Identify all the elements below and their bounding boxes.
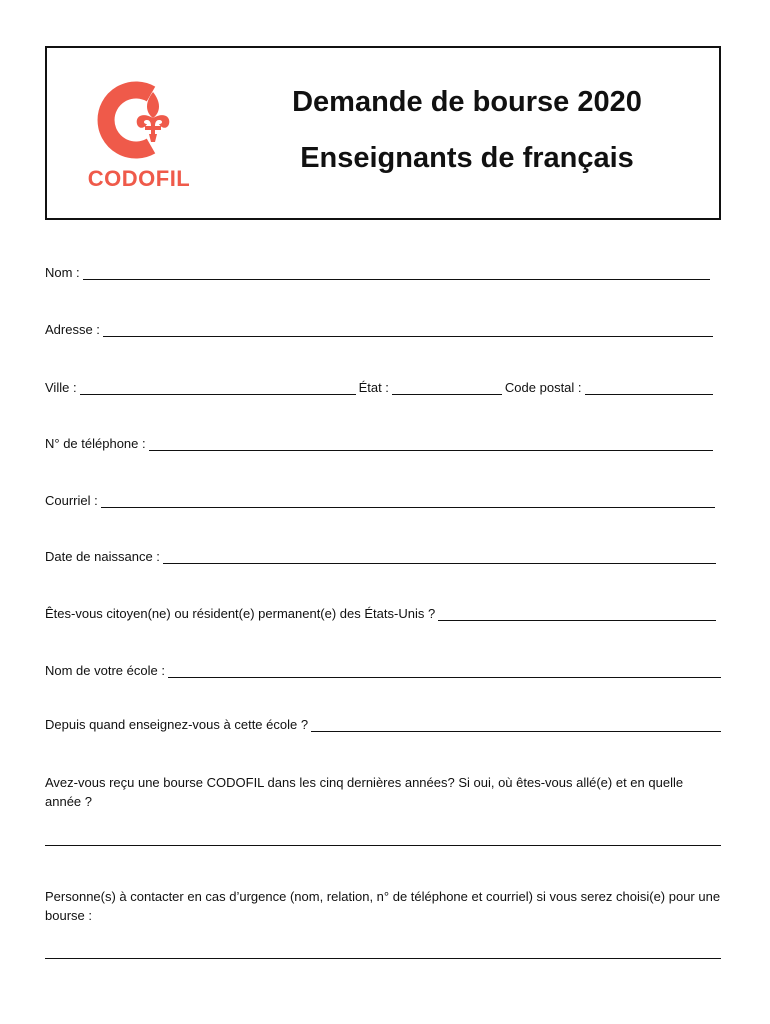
ville-label: Ville : — [45, 380, 77, 395]
title-line-2: Enseignants de français — [300, 142, 634, 174]
etat-label: État : — [358, 380, 389, 395]
field-courriel — [45, 493, 715, 508]
fleur-de-lis-c-icon — [93, 78, 185, 162]
ecole-label: Nom de votre école : — [45, 663, 165, 678]
code-postal-line[interactable] — [585, 382, 713, 395]
header-box — [45, 46, 721, 220]
urgence-question: Personne(s) à contacter en cas d’urgence (nom, relation, n° de téléphone et courriel) si vous serez choisi(e) pour une bourse : — [45, 889, 721, 923]
bourse-question: Avez-vous reçu une bourse CODOFIL dans les cinq dernières années? Si oui, où êtes-vous allé(e) et en quelle année ? — [45, 775, 684, 809]
nom-label: Nom : — [45, 265, 80, 280]
field-nom — [45, 265, 710, 280]
urgence-answer-line[interactable] — [45, 958, 721, 959]
nom-line[interactable] — [83, 267, 710, 280]
title-line-1: Demande de bourse 2020 — [292, 86, 642, 118]
logo-text: CODOFIL — [87, 166, 191, 191]
telephone-label: N° de téléphone : — [45, 436, 146, 451]
bourse-answer-line[interactable] — [45, 845, 721, 846]
telephone-line[interactable] — [149, 438, 713, 451]
courriel-label: Courriel : — [45, 493, 98, 508]
field-depuis — [45, 717, 721, 732]
etat-line[interactable] — [392, 382, 502, 395]
depuis-label: Depuis quand enseignez-vous à cette école ? — [45, 717, 309, 732]
citoyen-label: Êtes-vous citoyen(ne) ou résident(e) permanent(e) des États-Unis ? — [45, 606, 436, 621]
courriel-line[interactable] — [101, 495, 715, 508]
depuis-line[interactable] — [311, 719, 721, 732]
codofil-logo — [83, 78, 195, 190]
field-citoyen — [45, 606, 716, 621]
naissance-label: Date de naissance : — [45, 549, 160, 564]
adresse-label: Adresse : — [45, 322, 100, 337]
field-telephone — [45, 436, 713, 451]
naissance-line[interactable] — [163, 551, 716, 564]
field-ville-etat-cp — [45, 380, 713, 395]
adresse-line[interactable] — [103, 324, 713, 337]
field-adresse — [45, 322, 713, 337]
field-date-naissance — [45, 549, 716, 564]
citoyen-line[interactable] — [438, 608, 716, 621]
field-ecole — [45, 663, 721, 678]
ville-line[interactable] — [80, 382, 356, 395]
code-postal-label: Code postal : — [504, 380, 582, 395]
ecole-line[interactable] — [168, 665, 721, 678]
